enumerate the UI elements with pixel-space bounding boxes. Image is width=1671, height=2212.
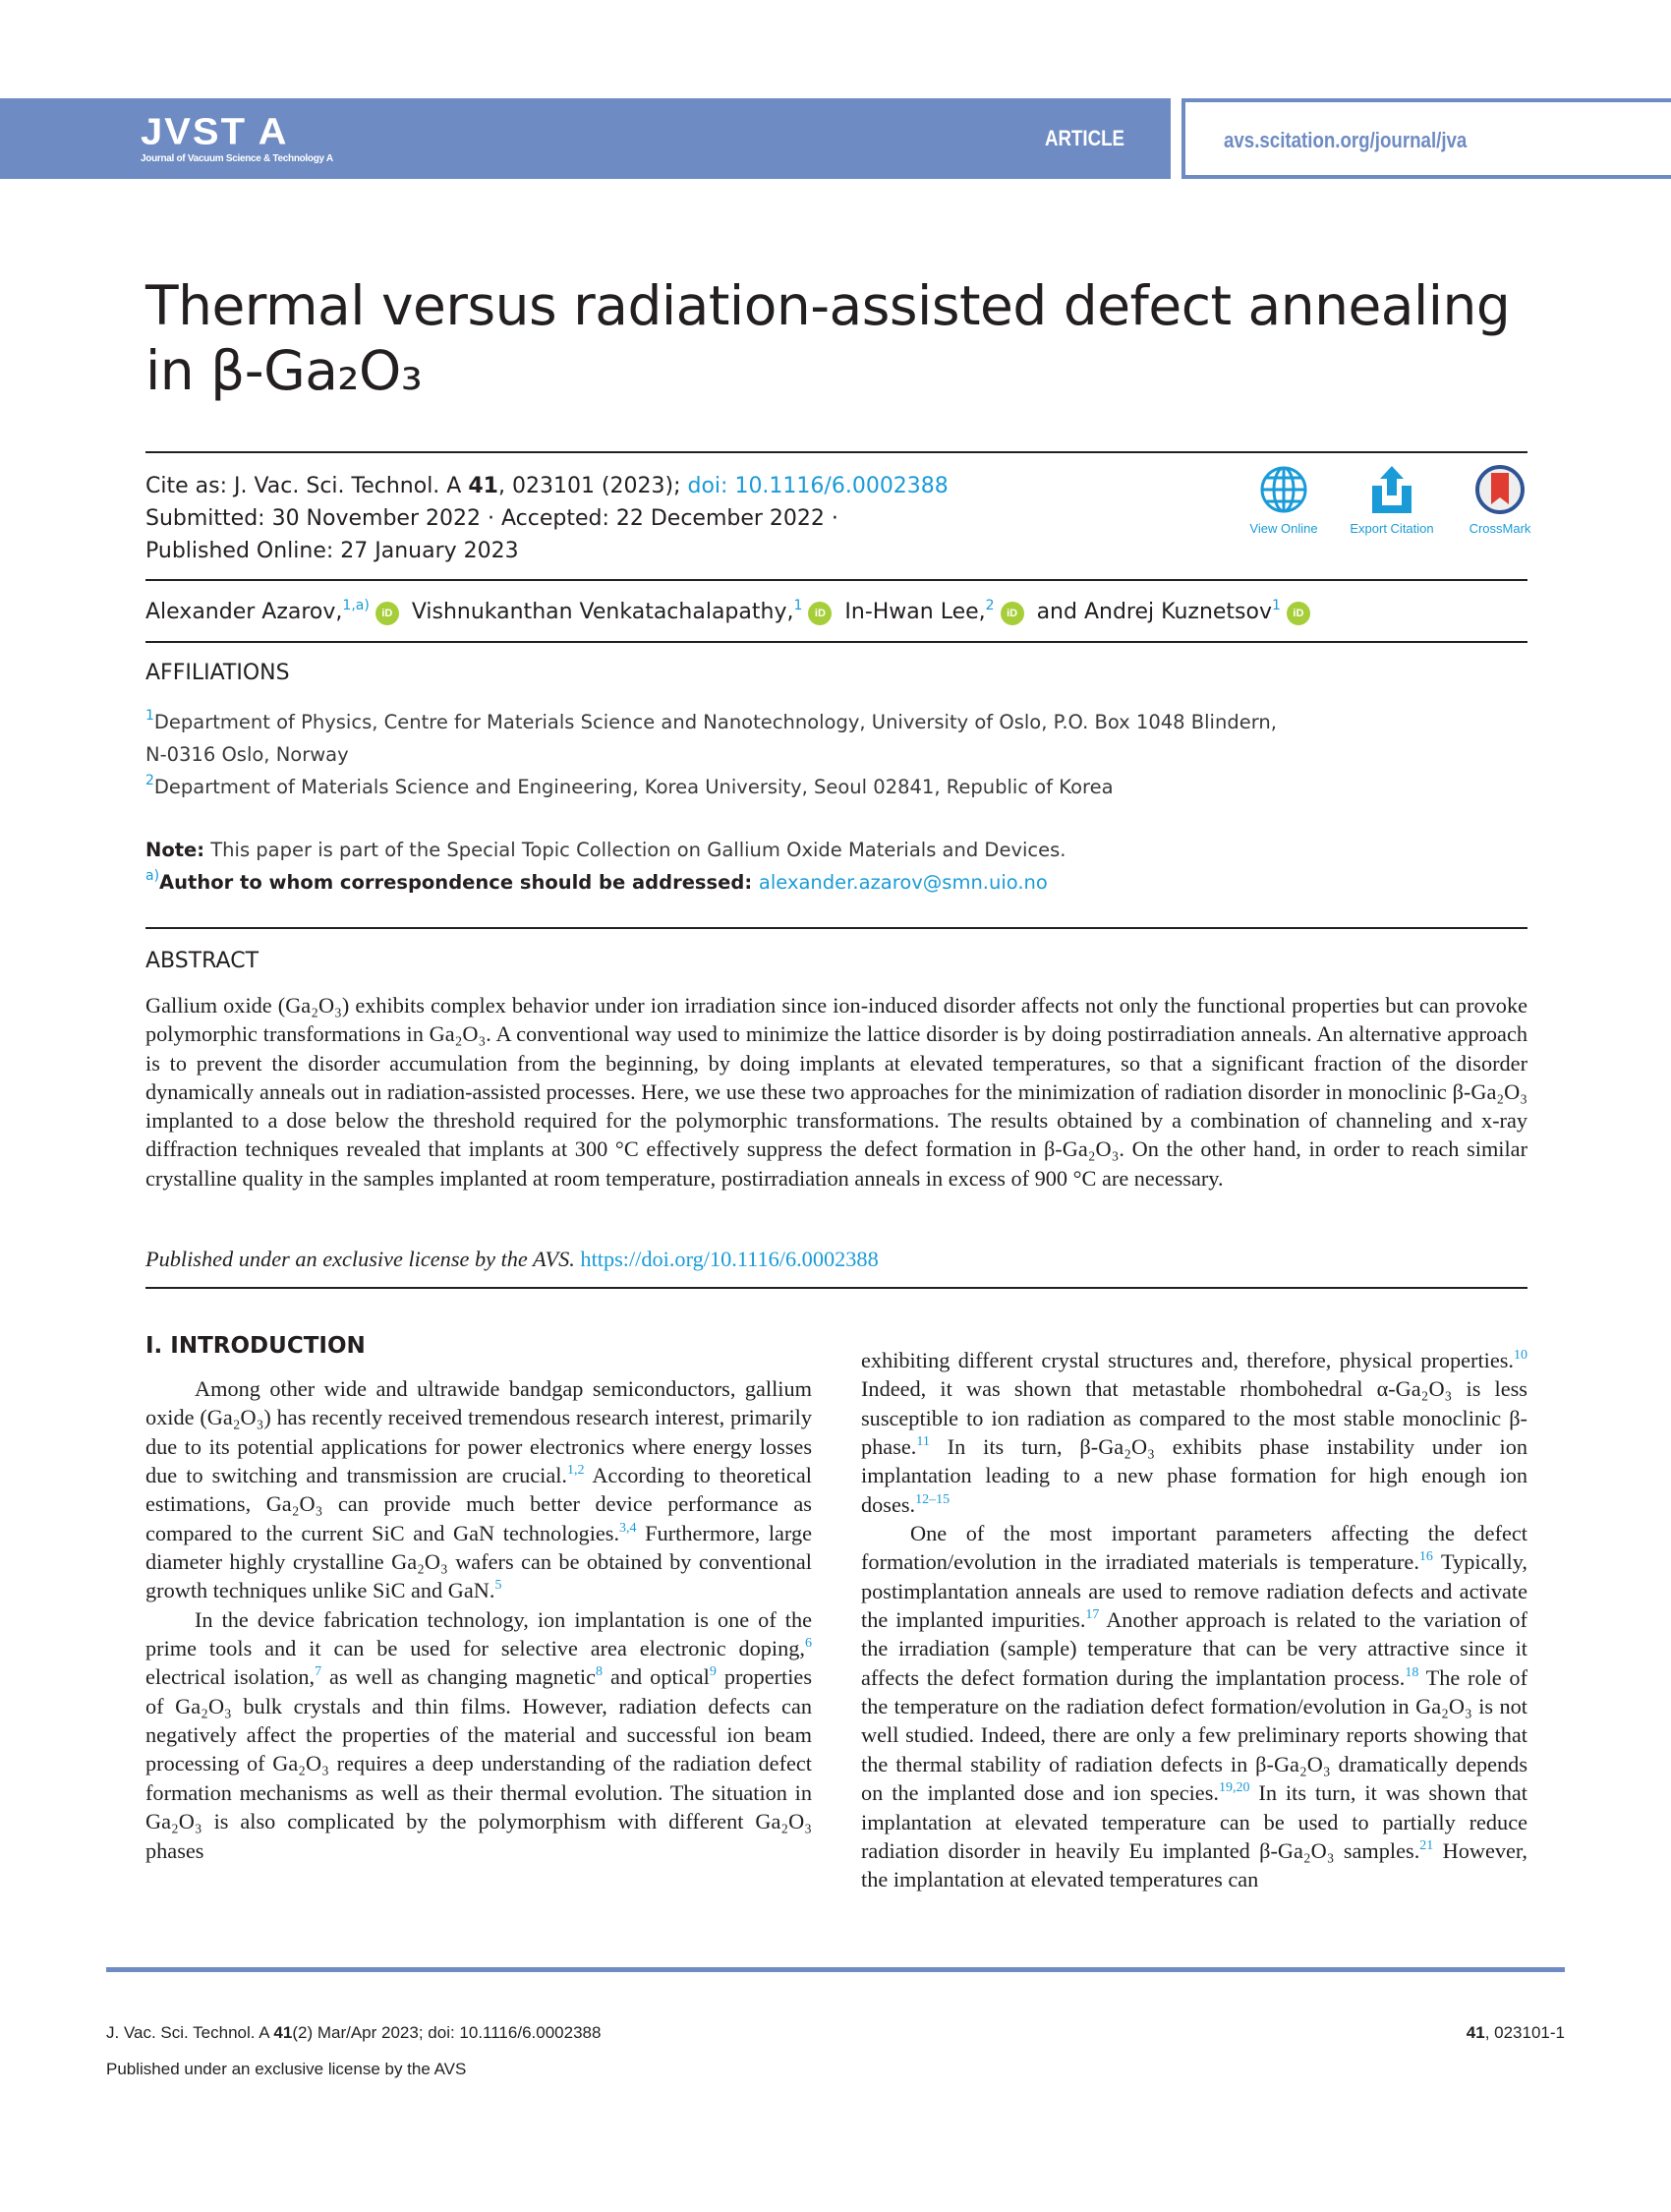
divider bbox=[145, 579, 1527, 581]
title-line-2: in β-Ga₂O₃ bbox=[145, 339, 423, 402]
doi-url-link[interactable]: https://doi.org/10.1116/6.0002388 bbox=[580, 1247, 879, 1271]
divider bbox=[145, 1287, 1527, 1289]
journal-logo[interactable] bbox=[141, 112, 333, 164]
author[interactable] bbox=[145, 600, 370, 624]
reference-link[interactable]: 12–15 bbox=[915, 1491, 951, 1507]
divider bbox=[145, 451, 1527, 453]
paragraph-text: In its turn, it was shown that implantation at elevated temperature can be used to partially reduce radiation disorder in heavily Eu implanted β-Ga₂O₃ samples. bbox=[861, 1780, 1527, 1863]
page-id: , 023101-1 bbox=[1484, 2023, 1565, 2042]
email-link[interactable]: alexander.azarov@smn.uio.no bbox=[758, 871, 1048, 894]
paragraph-text: Indeed, it was shown that metastable rhombohedral α-Ga₂O₃ is less susceptible to ion radiation as compared to the most stable monoclinic β-phase. bbox=[861, 1376, 1527, 1460]
export-icon bbox=[1366, 464, 1417, 515]
paragraph-text: In its turn, β-Ga₂O₃ exhibits phase instability under ion implantation leading to a new phase formation for high enough ion doses. bbox=[861, 1434, 1527, 1517]
introduction-heading: I. INTRODUCTION bbox=[145, 1333, 366, 1359]
affiliation-text-continued: N-0316 Oslo, Norway bbox=[145, 743, 349, 766]
author[interactable] bbox=[412, 600, 803, 624]
submission-dates: Submitted: 30 November 2022 · Accepted: 22 December 2022 · bbox=[145, 506, 838, 531]
author-affiliation-sup: 1 bbox=[1272, 598, 1281, 613]
author-affiliation-sup: 2 bbox=[985, 598, 995, 613]
cite-rest: , 023101 (2023); bbox=[497, 474, 688, 498]
reference-link[interactable]: 21 bbox=[1419, 1837, 1434, 1853]
affiliations-heading: AFFILIATIONS bbox=[145, 661, 290, 685]
reference-link[interactable]: 6 bbox=[805, 1636, 812, 1652]
paragraph-text: and optical bbox=[603, 1664, 710, 1690]
crossmark-icon bbox=[1474, 464, 1526, 515]
paper-title bbox=[145, 273, 1541, 403]
footer-journal: J. Vac. Sci. Technol. A bbox=[106, 2023, 274, 2042]
reference-link[interactable]: 16 bbox=[1418, 1549, 1433, 1565]
body-paragraph bbox=[145, 1605, 812, 1865]
affiliation-text: Department of Materials Science and Engineering, Korea University, Seoul 02841, Republic of Korea bbox=[153, 776, 1114, 798]
orcid-icon[interactable]: iD bbox=[1001, 602, 1024, 625]
paragraph-text: as well as changing magnetic bbox=[321, 1664, 596, 1690]
reference-link[interactable]: 17 bbox=[1085, 1607, 1100, 1623]
view-online-label: View Online bbox=[1249, 521, 1318, 536]
note-text: This paper is part of the Special Topic Collection on Gallium Oxide Materials and Devices. bbox=[204, 839, 1066, 861]
author[interactable] bbox=[844, 600, 994, 624]
globe-icon bbox=[1258, 464, 1309, 515]
reference-link[interactable]: 18 bbox=[1405, 1664, 1419, 1680]
reference-link[interactable]: 8 bbox=[596, 1664, 603, 1680]
cite-label: Cite as: J. Vac. Sci. Technol. A bbox=[145, 474, 469, 498]
paragraph-text: properties of Ga₂O₃ bulk crystals and thin films. However, radiation defects can negatively affect the properties of the material and successful ion beam processing of Ga₂O₃ requires a deep understanding of the radiation defect formation mechanisms as well as their thermal evolution. The situation in Ga₂O₃ is also complicated by the polymorphism with different Ga₂O₃ phases bbox=[145, 1664, 813, 1863]
reference-link[interactable]: 1,2 bbox=[567, 1463, 585, 1479]
license-line bbox=[145, 1247, 879, 1272]
footer-citation bbox=[106, 2023, 601, 2043]
affiliation-text: Department of Physics, Centre for Materials Science and Nanotechnology, University of Oslo, P.O. Box 1048 Blindern, bbox=[153, 711, 1277, 733]
section-label: ARTICLE bbox=[1045, 126, 1125, 150]
cite-volume: 41 bbox=[468, 474, 498, 498]
page-volume: 41 bbox=[1466, 2023, 1485, 2042]
paragraph-text: According to theoretical estimations, Ga₂O₃ can provide much better device performance as compared to the current SiC and GaN technologies. bbox=[145, 1463, 812, 1545]
abstract-heading: ABSTRACT bbox=[145, 949, 259, 973]
paragraph-text: However, the implantation at elevated temperatures can bbox=[861, 1837, 1527, 1892]
author[interactable] bbox=[1037, 600, 1281, 624]
citation-block bbox=[145, 470, 949, 567]
orcid-icon[interactable]: iD bbox=[375, 602, 399, 625]
paragraph-text: Another approach is related to the variation of the irradiation (sample) temperature that can be very attractive since it affects the defect formation during the implantation process. bbox=[861, 1607, 1527, 1690]
export-citation-button[interactable] bbox=[1338, 464, 1446, 536]
paragraph-text: In the device fabrication technology, ion implantation is one of the prime tools and it can be used for selective area electronic doping, bbox=[145, 1606, 812, 1661]
paragraph-text: Typically, postimplantation anneals are used to remove radiation defects and activate the implanted impurities. bbox=[861, 1549, 1528, 1633]
author-list bbox=[145, 600, 1316, 625]
orcid-icon[interactable]: iD bbox=[808, 602, 832, 625]
footer-rule bbox=[106, 1967, 1565, 1972]
journal-url-link[interactable]: avs.scitation.org/journal/jva bbox=[1224, 128, 1468, 152]
note-label: Note: bbox=[145, 839, 205, 861]
author-name: In-Hwan Lee, bbox=[844, 600, 986, 624]
paragraph-text: One of the most important parameters affecting the defect formation/evolution in the irradiated materials is temperature. bbox=[861, 1521, 1527, 1575]
body-paragraph bbox=[861, 1519, 1527, 1893]
logo-text: JVST A bbox=[141, 111, 289, 152]
corr-sup: a) bbox=[145, 868, 160, 884]
abstract-text: Gallium oxide (Ga₂O₃) exhibits complex behavior under ion irradiation since ion-induced disorder affects not only the functional properties but can provoke polymorphic transformations in Ga₂O₃. A conventional way used to minimize the lattice disorder is by doing postirradiation anneals. An alternative approach is to prevent the disorder accumulation from the beginning, by doing implants at elevated temperatures, so that a significant fraction of the disorder dynamically anneals out in radiation-assisted processes. Here, we use these two approaches for the minimization of radiation disorder in monoclinic β-Ga₂O₃ implanted to a dose below the threshold required for the polymorphic transformations. The results obtained by a combination of channeling and x-ray diffraction techniques revealed that implants at 300 °C effectively suppress the defect formation in β-Ga₂O₃. On the other hand, in order to reach similar crystalline quality in the samples implanted at room temperature, postirradiation anneals in excess of 900 °C are necessary. bbox=[145, 993, 1527, 1191]
reference-link[interactable]: 9 bbox=[709, 1664, 717, 1680]
reference-link[interactable]: 5 bbox=[494, 1578, 502, 1594]
reference-link[interactable]: 3,4 bbox=[619, 1520, 637, 1536]
crossmark-label: CrossMark bbox=[1469, 521, 1531, 536]
paragraph-text: Among other wide and ultrawide bandgap semiconductors, gallium oxide (Ga₂O₃) has recently received tremendous research interest, primarily due to its potential applications for power electronics where energy losses due to switching and transmission are crucial. bbox=[145, 1376, 812, 1488]
author-affiliation-sup: 1,a) bbox=[342, 598, 370, 613]
paragraph-text: electrical isolation, bbox=[145, 1664, 316, 1690]
body-column-right bbox=[861, 1346, 1527, 1894]
doi-link[interactable]: doi: 10.1116/6.0002388 bbox=[687, 474, 949, 498]
body-paragraph bbox=[145, 1374, 812, 1605]
author-name: and Andrej Kuznetsov bbox=[1036, 600, 1272, 624]
reference-link[interactable]: 10 bbox=[1514, 1348, 1527, 1363]
paragraph-text: exhibiting different crystal structures and, therefore, physical properties. bbox=[861, 1348, 1514, 1372]
export-citation-label: Export Citation bbox=[1350, 521, 1434, 536]
affiliation-item bbox=[145, 706, 1522, 738]
license-text: Published under an exclusive license by the AVS. bbox=[145, 1247, 581, 1271]
title-line-1: Thermal versus radiation-assisted defect annealing bbox=[145, 274, 1511, 337]
author-name: Vishnukanthan Venkatachalapathy, bbox=[411, 600, 794, 624]
footer-license: Published under an exclusive license by the AVS bbox=[106, 2060, 467, 2078]
divider bbox=[145, 927, 1527, 929]
view-online-button[interactable] bbox=[1230, 464, 1338, 536]
page-number bbox=[1467, 2023, 1565, 2043]
affiliation-number: 1 bbox=[145, 708, 154, 724]
body-paragraph bbox=[861, 1346, 1527, 1519]
affiliation-number: 2 bbox=[145, 773, 154, 788]
author-affiliation-sup: 1 bbox=[793, 598, 803, 613]
footer-volume: 41 bbox=[273, 2023, 293, 2042]
affiliation-item bbox=[145, 771, 1522, 803]
logo-subtitle: Journal of Vacuum Science & Technology A bbox=[141, 153, 333, 164]
author-name: Alexander Azarov, bbox=[145, 600, 343, 624]
crossmark-button[interactable] bbox=[1446, 464, 1554, 536]
footer-issue-doi: (2) Mar/Apr 2023; doi: 10.1116/6.0002388 bbox=[292, 2023, 602, 2042]
paragraph-text: The role of the temperature on the radiation defect formation/evolution in Ga₂O₃ is not well studied. Indeed, there are only a few preliminary reports showing that the thermal stability of radiation defects in β-Ga₂O₃ dramatically depends on the implanted dose and ion species. bbox=[861, 1664, 1527, 1806]
paragraph-text: Furthermore, large diameter highly crystalline Ga₂O₃ wafers can be obtained by conventional growth techniques unlike SiC and GaN. bbox=[145, 1520, 812, 1603]
notes bbox=[145, 834, 1066, 899]
published-date: Published Online: 27 January 2023 bbox=[145, 539, 519, 563]
correspondence-label: Author to whom correspondence should be addressed: bbox=[159, 871, 759, 894]
body-column-left bbox=[145, 1374, 812, 1865]
orcid-icon[interactable]: iD bbox=[1287, 602, 1310, 625]
affiliations-list bbox=[145, 706, 1522, 803]
reference-link[interactable]: 11 bbox=[916, 1434, 930, 1450]
reference-link[interactable]: 19,20 bbox=[1218, 1780, 1250, 1796]
divider bbox=[145, 641, 1527, 643]
reference-link[interactable]: 7 bbox=[315, 1664, 322, 1680]
